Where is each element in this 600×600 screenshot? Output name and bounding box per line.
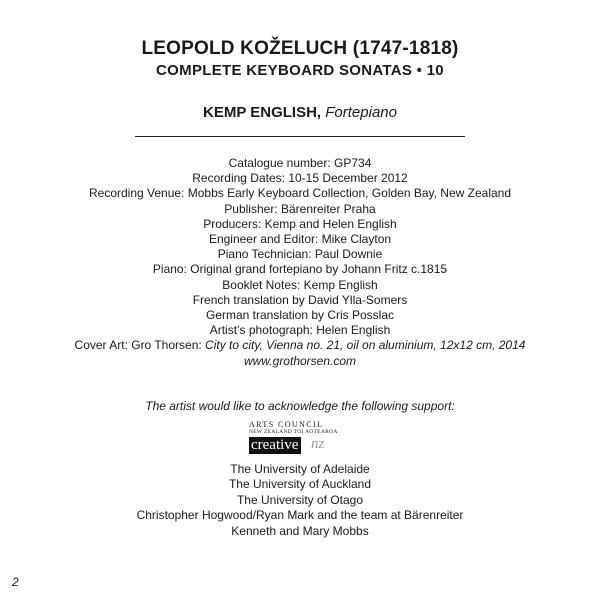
logo-line-1: ARTS COUNCIL xyxy=(249,420,324,429)
credit-piano: Piano: Original grand fortepiano by Johann Fritz c.1815 xyxy=(152,262,448,277)
supporter-item: Kenneth and Mary Mobbs xyxy=(231,523,369,538)
performer-line xyxy=(0,104,600,121)
credit-engineer: Engineer and Editor: Mike Clayton xyxy=(208,232,392,247)
logo-creative-box: creative xyxy=(249,437,301,454)
logo-line-2: NEW ZEALAND TOI AOTEAROA xyxy=(249,429,338,435)
creative-nz-logo xyxy=(245,420,355,456)
credit-french: French translation by David Ylla-Somers xyxy=(192,292,408,307)
supporter-item: The University of Otago xyxy=(236,492,364,507)
credit-recording-venue: Recording Venue: Mobbs Early Keyboard Collection, Golden Bay, New Zealand xyxy=(88,186,511,201)
cover-art-prefix: Cover Art: Gro Thorsen: xyxy=(74,338,206,353)
acknowledgement-heading: The artist would like to acknowledge the following support: xyxy=(145,399,455,413)
supporter-item: The University of Auckland xyxy=(228,477,372,492)
performer-instrument: Fortepiano xyxy=(325,104,397,121)
credit-website: www.grothorsen.com xyxy=(243,353,357,368)
credit-catalogue: Catalogue number: GP734 xyxy=(228,156,372,170)
logo-nz: nz xyxy=(311,436,325,452)
credit-german: German translation by Cris Posslac xyxy=(205,308,395,323)
credit-booklet: Booklet Notes: Kemp English xyxy=(222,277,378,292)
album-title: LEOPOLD KOŽELUCH (1747-1818) xyxy=(141,38,459,59)
page-number: 2 xyxy=(12,575,19,589)
credits-block xyxy=(0,156,600,369)
credit-photo: Artist’s photograph: Helen English xyxy=(209,323,391,338)
supporter-item: Christopher Hogwood/Ryan Mark and the team at Bärenreiter xyxy=(136,508,464,523)
performer-name: KEMP ENGLISH, xyxy=(203,104,322,121)
credit-cover-art xyxy=(0,338,600,353)
supporter-item: The University of Adelaide xyxy=(230,462,370,476)
album-subtitle: COMPLETE KEYBOARD SONATAS • 10 xyxy=(156,62,444,79)
credit-technician: Piano Technician: Paul Downie xyxy=(217,247,383,262)
credit-recording-dates: Recording Dates: 10-15 December 2012 xyxy=(192,171,408,186)
cover-art-work: City to city, Vienna no. 21, oil on aluminium, 12x12 cm, 2014 xyxy=(205,338,526,353)
supporters-list xyxy=(0,462,600,539)
credit-publisher: Publisher: Bärenreiter Praha xyxy=(224,201,376,216)
credit-producers: Producers: Kemp and Helen English xyxy=(203,216,397,231)
divider-rule xyxy=(135,136,465,137)
